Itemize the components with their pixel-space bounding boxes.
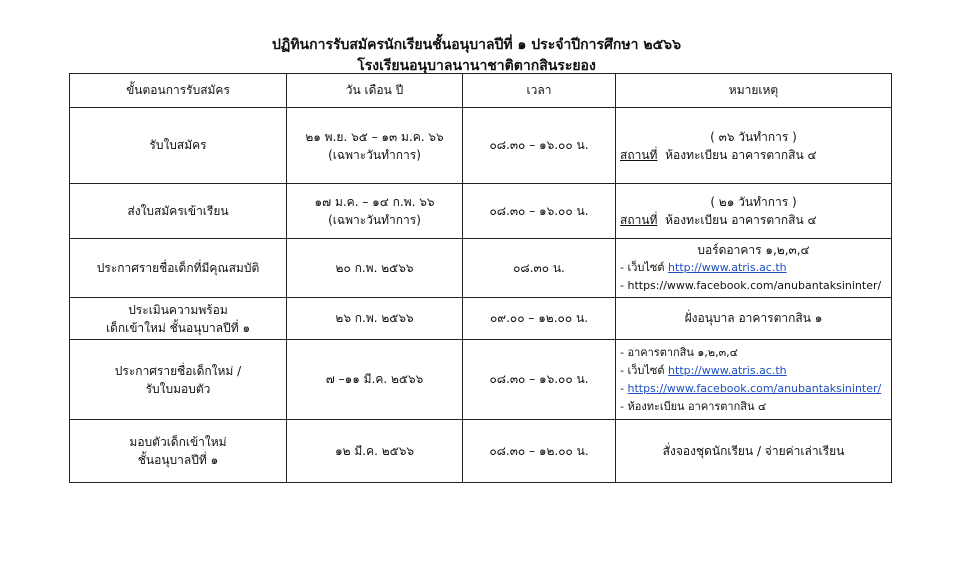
date-cell xyxy=(287,340,463,420)
step-cell xyxy=(70,420,287,483)
step-cell xyxy=(70,340,287,420)
place-label: สถานที่ xyxy=(620,147,658,162)
time-cell xyxy=(463,184,616,239)
time-cell xyxy=(463,108,616,184)
step-cell xyxy=(70,239,287,298)
date-cell xyxy=(287,420,463,483)
header-date: วัน เดือน ปี xyxy=(287,74,463,108)
time-text: ๐๘.๓๐ – ๑๖.๐๐ น. xyxy=(489,203,589,218)
step-line-2: เด็กเข้าใหม่ ชั้นอนุบาลปีที่ ๑ xyxy=(105,320,251,335)
table-row xyxy=(70,298,892,340)
step-cell xyxy=(70,108,287,184)
step-cell xyxy=(70,184,287,239)
step-cell xyxy=(70,298,287,340)
header-row xyxy=(70,74,892,108)
date-text: ๒๐ ก.พ. ๒๕๖๖ xyxy=(335,260,414,275)
table-row xyxy=(70,340,892,420)
note-cell xyxy=(616,340,892,420)
facebook-prefix: - xyxy=(620,381,624,395)
time-cell xyxy=(463,239,616,298)
step-text: รับใบสมัคร xyxy=(149,138,207,152)
note-cell xyxy=(616,239,892,298)
date-text: ๑๒ มี.ค. ๒๕๖๖ xyxy=(335,443,414,458)
time-cell xyxy=(463,340,616,420)
step-text: ส่งใบสมัครเข้าเรียน xyxy=(127,203,229,218)
table-row xyxy=(70,239,892,298)
date-note: (เฉพาะวันทำการ) xyxy=(328,213,421,227)
table-row xyxy=(70,108,892,184)
note-cell xyxy=(616,420,892,483)
step-line-1: ประเมินความพร้อม xyxy=(128,302,228,317)
school-name: โรงเรียนอนุบาลนานาชาติตากสินระยอง xyxy=(357,58,596,74)
step-line-1: ประกาศรายชื่อเด็กใหม่ / xyxy=(114,363,242,378)
date-cell xyxy=(287,239,463,298)
note-cell xyxy=(616,108,892,184)
website-link[interactable]: http://www.atris.ac.th xyxy=(668,363,787,377)
time-cell xyxy=(463,420,616,483)
header-time: เวลา xyxy=(463,74,616,108)
time-text: ๐๘.๓๐ – ๑๖.๐๐ น. xyxy=(489,138,589,152)
place-label: สถานที่ xyxy=(620,213,658,227)
working-days: ( ๒๑ วันทำการ ) xyxy=(710,195,797,209)
date-note: (เฉพาะวันทำการ) xyxy=(328,147,421,162)
step-line-1: มอบตัวเด็กเข้าใหม่ xyxy=(129,435,227,449)
date-range: ๑๗ ม.ค. – ๑๔ ก.พ. ๖๖ xyxy=(314,195,435,209)
website-prefix: - เว็บไซต์ xyxy=(620,363,665,377)
step-line-2: ชั้นอนุบาลปีที่ ๑ xyxy=(137,453,219,467)
website-link[interactable]: http://www.atris.ac.th xyxy=(668,261,787,274)
board-note: บอร์ดอาคาร ๑,๒,๓,๔ xyxy=(697,243,810,257)
place-text: ห้องทะเบียน อาคารตากสิน ๔ xyxy=(665,213,817,227)
table-row xyxy=(70,420,892,483)
facebook-line: - https://www.facebook.com/anubantaksininter/ xyxy=(620,279,882,292)
table-row xyxy=(70,184,892,239)
date-range: ๒๑ พ.ย. ๖๕ – ๑๓ ม.ค. ๖๖ xyxy=(305,129,444,144)
time-text: ๐๘.๓๐ – ๑๒.๐๐ น. xyxy=(489,443,589,458)
working-days: ( ๓๖ วันทำการ ) xyxy=(710,129,797,144)
note-cell xyxy=(616,184,892,239)
date-text: ๗ –๑๑ มี.ค. ๒๕๖๖ xyxy=(325,372,424,386)
website-prefix: - เว็บไซต์ xyxy=(620,261,665,274)
time-text: ๐๘.๓๐ – ๑๖.๐๐ น. xyxy=(489,372,589,386)
note-text: ฝั่งอนุบาล อาคารตากสิน ๑ xyxy=(684,311,823,325)
registrar-note: - ห้องทะเบียน อาคารตากสิน ๔ xyxy=(620,399,767,413)
date-cell xyxy=(287,108,463,184)
step-text: ประกาศรายชื่อเด็กที่มีคุณสมบัติ xyxy=(96,260,260,275)
document-title: ปฏิทินการรับสมัครนักเรียนชั้นอนุบาลปีที่ ๑ ประจำปีการศึกษา ๒๕๖๖ xyxy=(272,37,681,53)
admission-schedule-table xyxy=(69,73,892,483)
header-step: ขั้นตอนการรับสมัคร xyxy=(70,74,287,108)
header-note: หมายเหตุ xyxy=(616,74,892,108)
place-text: ห้องทะเบียน อาคารตากสิน ๔ xyxy=(665,147,817,162)
time-text: ๐๙.๐๐ – ๑๒.๐๐ น. xyxy=(489,311,589,325)
note-text: สั่งจองชุดนักเรียน / จ่ายค่าเล่าเรียน xyxy=(662,443,845,458)
time-cell xyxy=(463,298,616,340)
step-line-2: รับใบมอบตัว xyxy=(145,381,211,396)
time-text: ๐๘.๓๐ น. xyxy=(513,260,565,275)
buildings-note: - อาคารตากสิน ๑,๒,๓,๔ xyxy=(620,345,738,359)
date-text: ๒๖ ก.พ. ๒๕๖๖ xyxy=(335,311,414,325)
note-cell xyxy=(616,298,892,340)
date-cell xyxy=(287,298,463,340)
date-cell xyxy=(287,184,463,239)
facebook-link[interactable]: https://www.facebook.com/anubantaksininter/ xyxy=(627,381,882,395)
